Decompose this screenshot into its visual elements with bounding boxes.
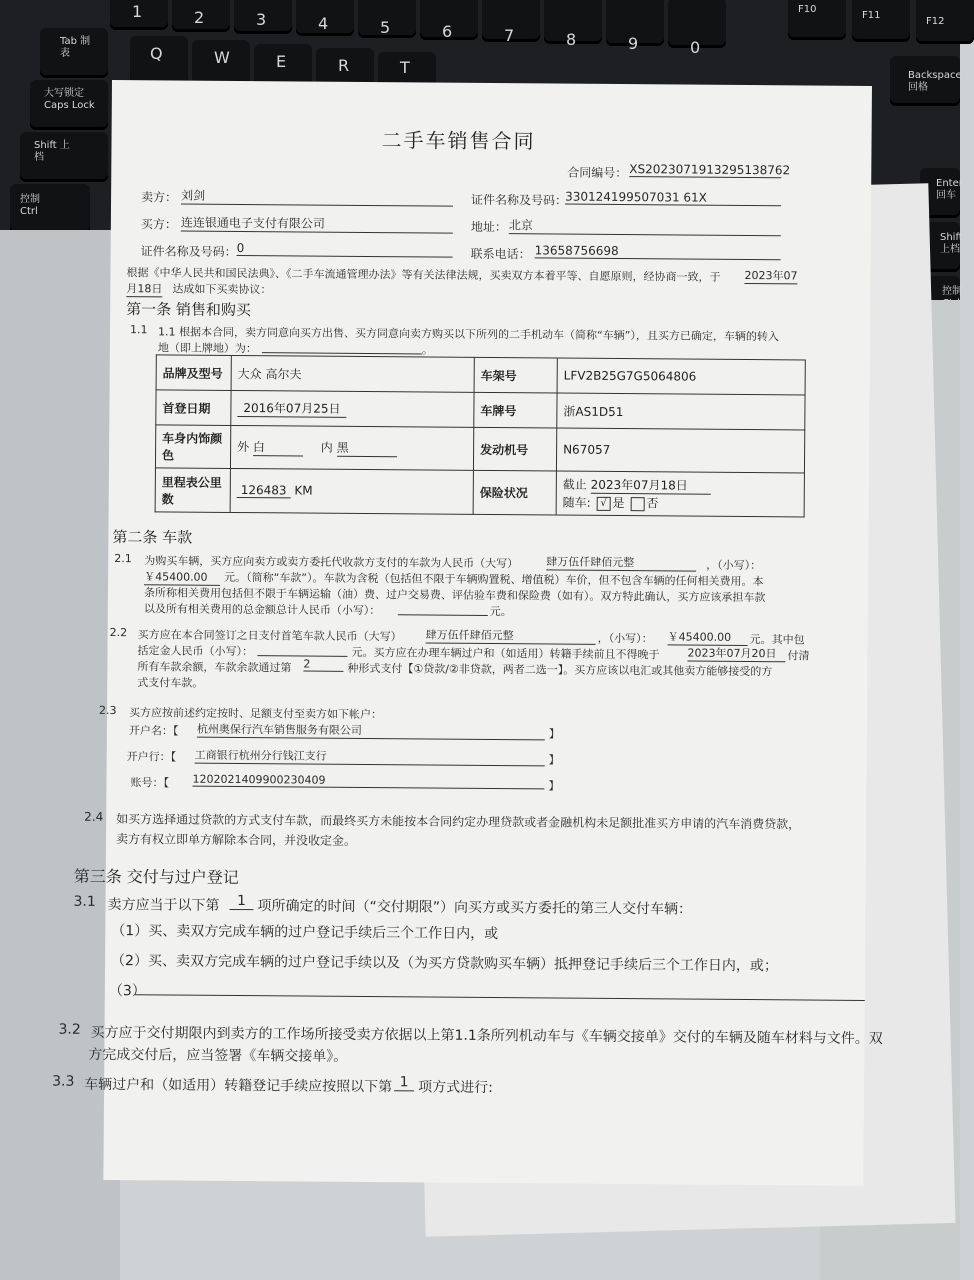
vin-value: LFV2B25G7G5064806: [557, 358, 805, 395]
engine-value: N67057: [556, 428, 804, 473]
intro-date-day: 月18日: [126, 282, 163, 296]
interior-color: 黑: [337, 439, 397, 457]
clause-2-1-small-label: ，（小写）：: [706, 558, 762, 573]
insurance-follow-label: 随车:: [562, 495, 591, 510]
key-caps-lock: [30, 80, 108, 130]
delivery-option-3: （3）: [108, 983, 146, 1000]
clause-2-2-text-3: 括定金人民币（小写）：: [137, 644, 254, 659]
clause-1-1-text-2: 地（即上牌地）为：: [157, 341, 257, 356]
color-cell: [230, 425, 473, 470]
key-f12-label: F12: [926, 16, 945, 27]
insurance-yes-checkbox: √: [597, 496, 611, 510]
key-shift-left-label: Shift 上档: [34, 140, 70, 163]
intro-text: 根据《中华人民共和国民法典》、《二手车流通管理办法》等有关法律法规，买卖双方本着平等、自愿原则，经协商一致，于: [126, 266, 721, 284]
buyer-id-label: 证件名称及号码：: [140, 244, 237, 259]
clause-2-1-text-2: 元。（简称“车款”）。车款为含税（包括但不限于车辆购置税、增值税）车价，但不包含车辆的任何相关费用。本: [224, 570, 764, 589]
transfer-option: 1: [394, 1074, 414, 1091]
clause-2-2-upper-amount: 肆万伍仟肆佰元整: [426, 626, 596, 644]
contract-no-value: XS2023071913295138762: [629, 162, 791, 178]
document-title: 二手车销售合同: [381, 128, 536, 154]
insurance-cell: [556, 471, 804, 517]
total-amount-blank: [398, 614, 488, 616]
clause-3-1-text: 卖方应当于以下第: [107, 896, 220, 914]
key-shift-right-label: Shift 上档: [940, 232, 963, 255]
key-5: [358, 0, 416, 38]
key-f12: [916, 0, 974, 44]
key-r-label: R: [338, 56, 350, 75]
clause-2-2-text-6: 所有车款余额，车款余款通过第: [137, 660, 292, 675]
insurance-until-date: 2023年07月18日: [591, 476, 711, 495]
clause-1-1-end: 。: [421, 343, 433, 357]
insurance-label: 保险状况: [473, 470, 556, 515]
key-5-label: 5: [380, 18, 391, 37]
key-0: [668, 0, 726, 57]
key-f11: [852, 0, 910, 42]
key-8: [544, 0, 602, 49]
key-8-label: 8: [566, 30, 577, 49]
interior-prefix: 内: [320, 440, 333, 455]
key-tab-label: Tab 制表: [60, 36, 91, 59]
exterior-prefix: 外: [237, 439, 250, 455]
key-q-label: Q: [150, 44, 163, 63]
clause-1-1-number: 1.1: [129, 323, 148, 337]
key-q: [130, 36, 188, 86]
account-name-bracket: 】: [548, 727, 560, 741]
key-6: [420, 0, 478, 40]
table-row: [155, 468, 804, 517]
payment-method-option: 2: [303, 658, 343, 672]
clause-2-2-text-2: 元。其中包: [749, 633, 805, 647]
key-ctrl-right-label: 控制: [942, 286, 962, 297]
mileage-cell: [230, 468, 473, 514]
key-7: [482, 0, 540, 45]
seller-value: 刘剑: [181, 187, 453, 207]
clause-3-2-text: 买方应于交付期限内到卖方的工作场所接受卖方依据以上第1.1条所列机动车与《车辆交接单》交付的车辆及随车材料与文件。双: [90, 1024, 883, 1048]
key-w-label: W: [214, 48, 230, 67]
phone-value: 13658756698: [535, 243, 781, 260]
clause-2-1-number: 2.1: [114, 552, 132, 566]
table-row: [155, 425, 804, 473]
clause-2-4-text: 如买方选择通过贷款的方式支付车款，而最终买方未能按本合同约定办理贷款或者金融机构未足额批准买方申请的汽车消费贷款，: [116, 812, 801, 832]
key-enter-label: Enter 回车: [936, 178, 963, 201]
key-1-label: 1: [132, 2, 143, 21]
key-ctrl-left: [10, 184, 90, 234]
mileage-unit: KM: [294, 483, 313, 498]
table-row: [156, 390, 805, 430]
delivery-option-3-blank: [135, 994, 865, 1001]
key-0-label: 0: [690, 38, 701, 57]
account-number-label: 账号：【: [130, 776, 170, 790]
clause-2-1-amount: ￥45400.00: [144, 568, 220, 586]
bank-value: 工商银行杭州分行钱江支行: [195, 747, 545, 767]
registration-date-cell: [231, 390, 474, 427]
registration-date-value: 2016年07月25日: [237, 399, 346, 418]
clause-2-3-number: 2.3: [98, 703, 117, 718]
color-label: 车身内饰颜色: [155, 425, 230, 469]
key-ctrl-left-label: 控制 Ctrl: [20, 194, 40, 217]
key-tab: [40, 28, 108, 78]
brand-value: 大众 高尔夫: [231, 355, 474, 392]
buyer-id-value: 0: [237, 241, 453, 258]
key-9-label: 9: [628, 34, 639, 53]
clause-3-1-number: 3.1: [73, 893, 96, 910]
address-value: 北京: [509, 216, 781, 236]
key-2-label: 2: [194, 8, 205, 27]
exterior-color: 白: [253, 438, 303, 456]
delivery-option-1: （1）买、卖双方完成车辆的过户登记手续后三个工作日内，或: [111, 923, 499, 943]
seller-id-value: 330124199507031 61X: [565, 190, 781, 207]
contract-no-label: 合同编号：: [567, 165, 628, 181]
clause-2-3-text: 买方应按前述约定按时、足额支付至卖方如下帐户：: [128, 706, 383, 722]
clause-2-2-text-7: 种形式支付【①贷款/②非贷款，两者二选一】。买方应该以电汇或其他卖方能够接受的方: [347, 661, 773, 679]
clause-3-3-text-2: 项方式进行:: [418, 1079, 493, 1097]
insurance-no-label: 否: [646, 496, 659, 511]
engine-label: 发动机号: [473, 427, 556, 471]
clause-2-2-text: 买方应在本合同签订之日支付首笔车款人民币（大写）: [137, 628, 402, 644]
clause-2-2-text-4: 元。买方应在办理车辆过户和（如适用）转籍手续前且不得晚于: [351, 645, 660, 662]
key-backspace-label: Backspace 回格: [908, 70, 962, 93]
key-2: [172, 0, 230, 32]
clause-2-2-small-label: ，（小写）：: [597, 631, 653, 646]
key-4: [296, 0, 354, 36]
clause-2-1-text-4: 以及所有相关费用的总金额总计人民币（小写）：: [143, 602, 381, 618]
key-shift-left: [20, 132, 108, 182]
key-t-label: T: [400, 58, 410, 77]
article-2-title: 第二条 车款: [112, 528, 193, 547]
clause-3-2-number: 3.2: [58, 1021, 81, 1038]
mileage-label: 里程表公里数: [155, 468, 230, 513]
clause-2-1-text-3: 条所称相关费用包括但不限于车辆运输（油）费、过户交易费、评估验车费和保险费（如有）。双方特此确认，买方应该承担车款: [143, 586, 766, 605]
buyer-value: 连连银通电子支付有限公司: [181, 214, 453, 234]
key-backspace: [890, 56, 960, 106]
key-1: [110, 0, 168, 30]
bank-bracket: 】: [548, 753, 560, 767]
bank-label: 开户行：【: [126, 750, 177, 764]
vin-label: 车架号: [474, 357, 557, 393]
buyer-label: 买方：: [140, 217, 177, 232]
delivery-option-2: （2）买、卖双方完成车辆的过户登记手续以及（为买方贷款购买车辆）抵押登记手续后三个工作日内，或；: [111, 953, 779, 975]
clause-2-2-text-5: 付清: [787, 649, 810, 663]
key-4-label: 4: [318, 14, 329, 33]
clause-3-3-text: 车辆过户和（如适用）转籍登记手续应按照以下第: [84, 1076, 393, 1096]
clause-2-2-amount: ￥45400.00: [668, 628, 748, 646]
key-f10-label: F10: [798, 4, 817, 15]
seller-label: 卖方：: [141, 190, 178, 205]
account-number-bracket: 】: [548, 779, 560, 793]
clause-3-2-text-2: 方完成交付后，应当签署《车辆交接单》。: [88, 1046, 348, 1065]
clause-3-3-number: 3.3: [52, 1073, 75, 1090]
clause-2-4-number: 2.4: [84, 809, 104, 824]
clause-2-2-number: 2.2: [109, 625, 128, 640]
seller-id-label: 证件名称及号码：: [471, 192, 568, 208]
clause-2-1-text: 为购买车辆，买方应向卖方或卖方委托代收款方支付的车款为人民币（大写）: [144, 554, 519, 571]
insurance-yes-label: 是: [612, 495, 625, 511]
article-3-title: 第三条 交付与过户登记: [73, 866, 239, 888]
account-name-value: 杭州奥保行汽车销售服务有限公司: [197, 721, 545, 741]
account-number-value: 1202021409900230409: [192, 773, 544, 790]
account-name-label: 开户名：【: [128, 724, 179, 738]
clause-2-2-text-8: 式支付车款。: [137, 676, 204, 690]
clause-1-1-text: 1.1 根据本合同，卖方同意向买方出售、买方同意向卖方购买以下所列的二手机动车（简称“车辆”），且买方已确定，车辆的转入: [157, 325, 779, 344]
intro-text-end: 达成如下买卖协议：: [172, 282, 272, 297]
key-6-label: 6: [442, 22, 453, 41]
brand-label: 品牌及型号: [156, 355, 231, 391]
key-3-label: 3: [256, 10, 267, 29]
final-payment-date: 2023年07月20日: [687, 645, 785, 663]
key-f11-label: F11: [862, 10, 881, 21]
clause-3-1-text-2: 项所确定的时间（“交付期限”）向买方或买方委托的第三人交付车辆：: [257, 898, 693, 918]
insurance-until-label: 截止: [562, 477, 587, 492]
key-7-label: 7: [504, 26, 515, 45]
deposit-blank: [257, 655, 347, 657]
key-9: [606, 0, 664, 53]
clause-2-1-text-5: 元。: [489, 604, 512, 619]
table-row: [156, 355, 805, 395]
address-label: 地址：: [470, 219, 507, 235]
intro-date-year: 2023年07: [744, 268, 798, 283]
key-3: [234, 0, 292, 34]
plate-value: 浙AS1D51: [557, 393, 805, 430]
key-caps-lock-label: 大写锁定 Caps Lock: [44, 88, 95, 111]
registration-date-label: 首登日期: [156, 390, 231, 426]
clause-2-1-upper-amount: 肆万伍仟肆佰元整: [546, 553, 696, 571]
delivery-option: 1: [229, 893, 253, 910]
vehicle-info-table: [155, 354, 806, 517]
phone-label: 联系电话：: [470, 246, 531, 262]
mileage-value: 126483: [237, 483, 291, 498]
key-e-label: E: [276, 52, 287, 71]
clause-2-4-text-2: 卖方有权立即单方解除本合同，并没收定金。: [115, 832, 357, 848]
key-f10: [788, 0, 846, 40]
plate-label: 车牌号: [474, 392, 557, 428]
registration-place-blank: [262, 352, 422, 354]
desk-surface-left: [0, 230, 120, 1280]
article-1-title: 第一条 销售和购买: [126, 300, 252, 320]
insurance-no-checkbox: [630, 497, 644, 511]
